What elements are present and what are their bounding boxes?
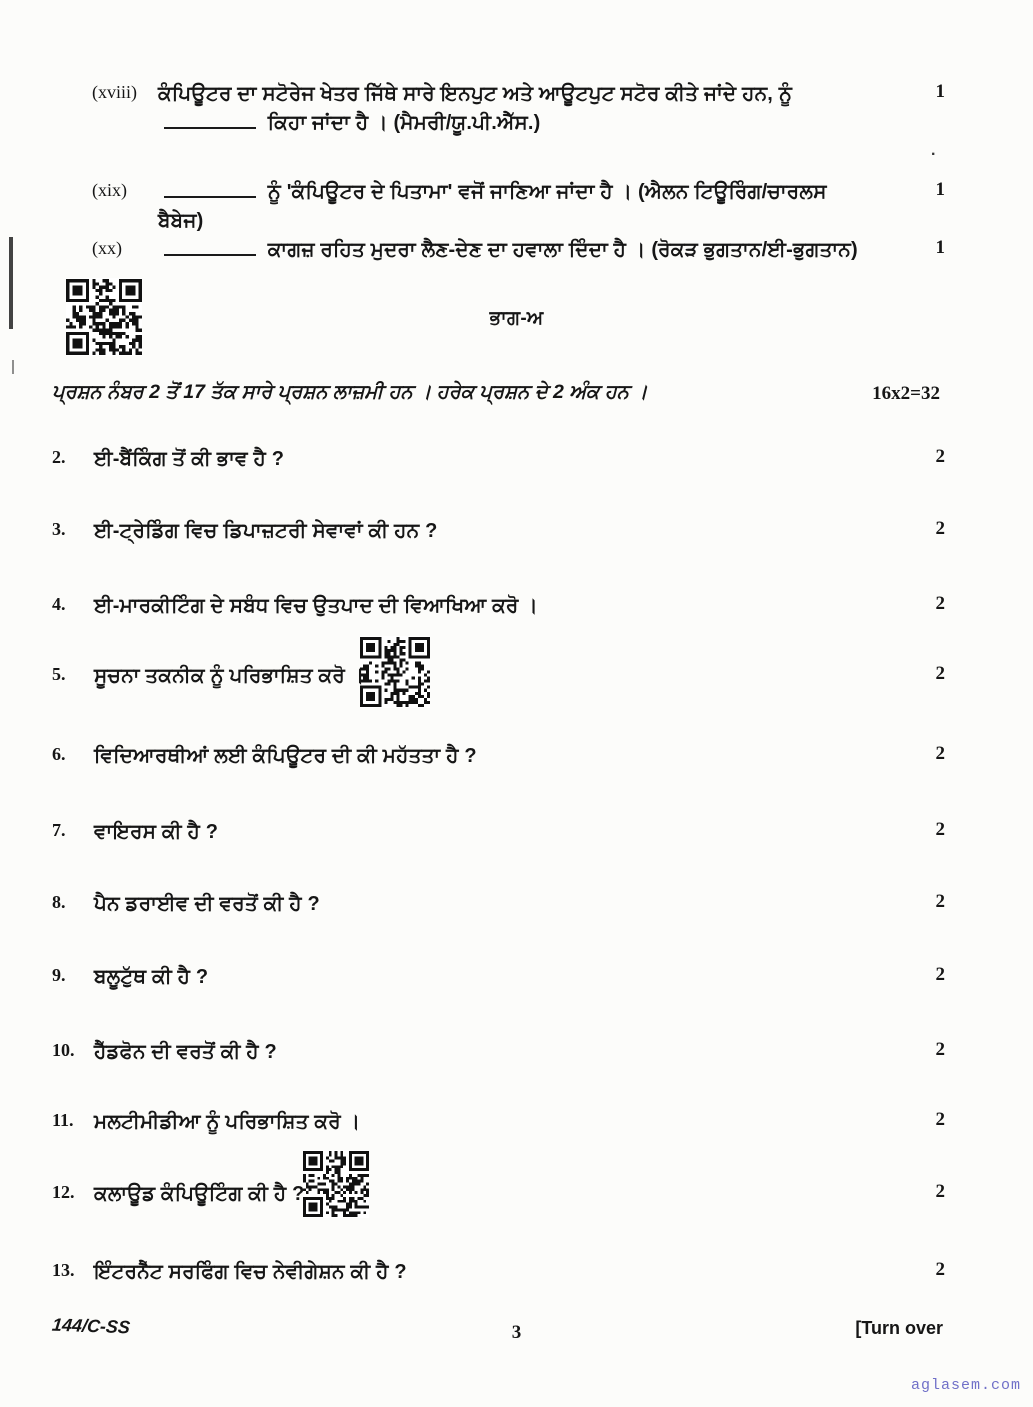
- question-marks: 2: [935, 446, 945, 467]
- question-text-part: ਕਾਗਜ਼ ਰਹਿਤ ਮੁਦਰਾ ਲੈਣ-ਦੇਣ ਦਾ ਹਵਾਲਾ ਦਿੰਦਾ ਹੈ । (ਰੋਕੜ ਭੁਗਤਾਨ/ਈ-ਭੁਗਤਾਨ): [267, 239, 858, 261]
- scan-artifact-dot: .: [931, 142, 936, 159]
- question-number: 7.: [52, 820, 66, 840]
- question-marks: 2: [935, 819, 945, 840]
- objective-question-row: [92, 236, 945, 265]
- question-number: 5.: [52, 664, 66, 684]
- scan-artifact-line: [12, 360, 14, 374]
- question-row: [52, 890, 945, 919]
- question-marks: 1: [935, 179, 945, 200]
- question-marks: 2: [935, 663, 945, 684]
- question-number: 12.: [52, 1182, 75, 1202]
- question-row: [52, 1258, 945, 1287]
- question-number: 3.: [52, 519, 66, 539]
- question-text: ਪੈਨ ਡਰਾਈਵ ਦੀ ਵਰਤੋਂ ਕੀ ਹੈ ?: [94, 893, 320, 915]
- question-row: [52, 818, 945, 847]
- instruction-row: [52, 381, 940, 405]
- question-number: 9.: [52, 965, 66, 985]
- answer-blank: [164, 113, 256, 129]
- instruction-text: ਪ੍ਰਸ਼ਨ ਨੰਬਰ 2 ਤੋਂ 17 ਤੱਕ ਸਾਰੇ ਪ੍ਰਸ਼ਨ ਲਾਜ਼ਮੀ ਹਨ । ਹਰੇਕ ਪ੍ਰਸ਼ਨ ਦੇ 2 ਅੰਕ ਹਨ ।: [52, 381, 648, 403]
- question-row: [52, 742, 945, 771]
- question-text: [158, 236, 870, 265]
- question-marks: 2: [935, 964, 945, 985]
- marks-scheme: 16x2=32: [872, 383, 940, 404]
- question-marks: 2: [935, 1259, 945, 1280]
- question-marks: 2: [935, 593, 945, 614]
- question-row: [52, 517, 945, 546]
- objective-question-row: [92, 80, 945, 138]
- question-row: [52, 1180, 945, 1209]
- question-number: 2.: [52, 447, 66, 467]
- question-label: (xix): [92, 180, 127, 200]
- question-marks: 2: [935, 1181, 945, 1202]
- question-marks: 2: [935, 743, 945, 764]
- question-text: ਵਿਦਿਆਰਥੀਆਂ ਲਈ ਕੰਪਿਊਟਰ ਦੀ ਕੀ ਮਹੱਤਤਾ ਹੈ ?: [94, 745, 477, 767]
- question-text-part: ਕਿਹਾ ਜਾਂਦਾ ਹੈ । (ਮੈਮਰੀ/ਯੂ.ਪੀ.ਐੱਸ.): [267, 112, 541, 134]
- question-text: ਈ-ਬੈਂਕਿੰਗ ਤੋਂ ਕੀ ਭਾਵ ਹੈ ?: [94, 448, 285, 470]
- watermark-text: aglasem.com: [910, 1377, 1021, 1394]
- question-number: 13.: [52, 1260, 75, 1280]
- question-row: [52, 592, 945, 621]
- question-marks: 1: [935, 81, 945, 102]
- question-marks: 2: [935, 891, 945, 912]
- question-row: [52, 662, 945, 691]
- question-text: ਵਾਇਰਸ ਕੀ ਹੈ ?: [94, 821, 219, 843]
- question-label: (xx): [92, 238, 122, 258]
- paper-code: 144/C-SS: [51, 1314, 132, 1338]
- question-text: ਈ-ਟ੍ਰੇਡਿੰਗ ਵਿਚ ਡਿਪਾਜ਼ਟਰੀ ਸੇਵਾਵਾਂ ਕੀ ਹਨ ?: [94, 520, 438, 542]
- question-text: ਇੰਟਰਨੈੱਟ ਸਰਫਿੰਗ ਵਿਚ ਨੇਵੀਗੇਸ਼ਨ ਕੀ ਹੈ ?: [94, 1261, 407, 1283]
- turn-over-note: [Turn over: [855, 1318, 943, 1338]
- question-marks: 2: [935, 1039, 945, 1060]
- question-text: ਈ-ਮਾਰਕੀਟਿੰਗ ਦੇ ਸਬੰਧ ਵਿਚ ਉਤਪਾਦ ਦੀ ਵਿਆਖਿਆ ਕਰੋ ।: [94, 595, 538, 617]
- question-marks: 1: [935, 237, 945, 258]
- question-label: (xviii): [92, 82, 137, 102]
- page-number: 3: [511, 1322, 522, 1343]
- question-text: [158, 178, 870, 236]
- question-text: ਬਲੂਟੁੱਥ ਕੀ ਹੈ ?: [94, 966, 209, 988]
- question-row: [52, 963, 945, 992]
- question-row: [52, 1038, 945, 1067]
- question-number: 4.: [52, 594, 66, 614]
- answer-blank: [164, 240, 256, 256]
- question-text: ਹੈੱਡਫੋਨ ਦੀ ਵਰਤੋਂ ਕੀ ਹੈ ?: [94, 1041, 277, 1063]
- section-title: ਭਾਗ-ਅ: [489, 308, 544, 329]
- question-marks: 2: [935, 1109, 945, 1130]
- question-text: ਸੂਚਨਾ ਤਕਨੀਕ ਨੂੰ ਪਰਿਭਾਸ਼ਿਤ ਕਰੋ ।: [94, 665, 365, 687]
- question-text-part: ਕੰਪਿਊਟਰ ਦਾ ਸਟੋਰੇਜ ਖੇਤਰ ਜਿੱਥੇ ਸਾਰੇ ਇਨਪੁਟ ਅਤੇ ਆਊਟਪੁਟ ਸਟੋਰ ਕੀਤੇ ਜਾਂਦੇ ਹਨ, ਨੂੰ: [158, 83, 793, 105]
- question-number: 11.: [52, 1110, 74, 1130]
- question-number: 10.: [52, 1040, 75, 1060]
- question-text: ਕਲਾਊਡ ਕੰਪਿਊਟਿੰਗ ਕੀ ਹੈ ?: [94, 1183, 305, 1205]
- question-text-part: ਨੂੰ 'ਕੰਪਿਊਟਰ ਦੇ ਪਿਤਾਮਾ' ਵਜੋਂ ਜਾਣਿਆ ਜਾਂਦਾ ਹੈ । (ਐਲਨ ਟਿਊਰਿੰਗ/ਚਾਰਲਸ ਬੈਬੇਜ): [158, 181, 827, 232]
- question-marks: 2: [935, 518, 945, 539]
- answer-blank: [164, 182, 256, 198]
- objective-question-row: [92, 178, 945, 236]
- question-row: [52, 445, 945, 474]
- question-text: ਮਲਟੀਮੀਡੀਆ ਨੂੰ ਪਰਿਭਾਸ਼ਿਤ ਕਰੋ ।: [94, 1111, 361, 1133]
- question-number: 6.: [52, 744, 66, 764]
- question-number: 8.: [52, 892, 66, 912]
- question-text: [158, 80, 870, 138]
- question-row: [52, 1108, 945, 1137]
